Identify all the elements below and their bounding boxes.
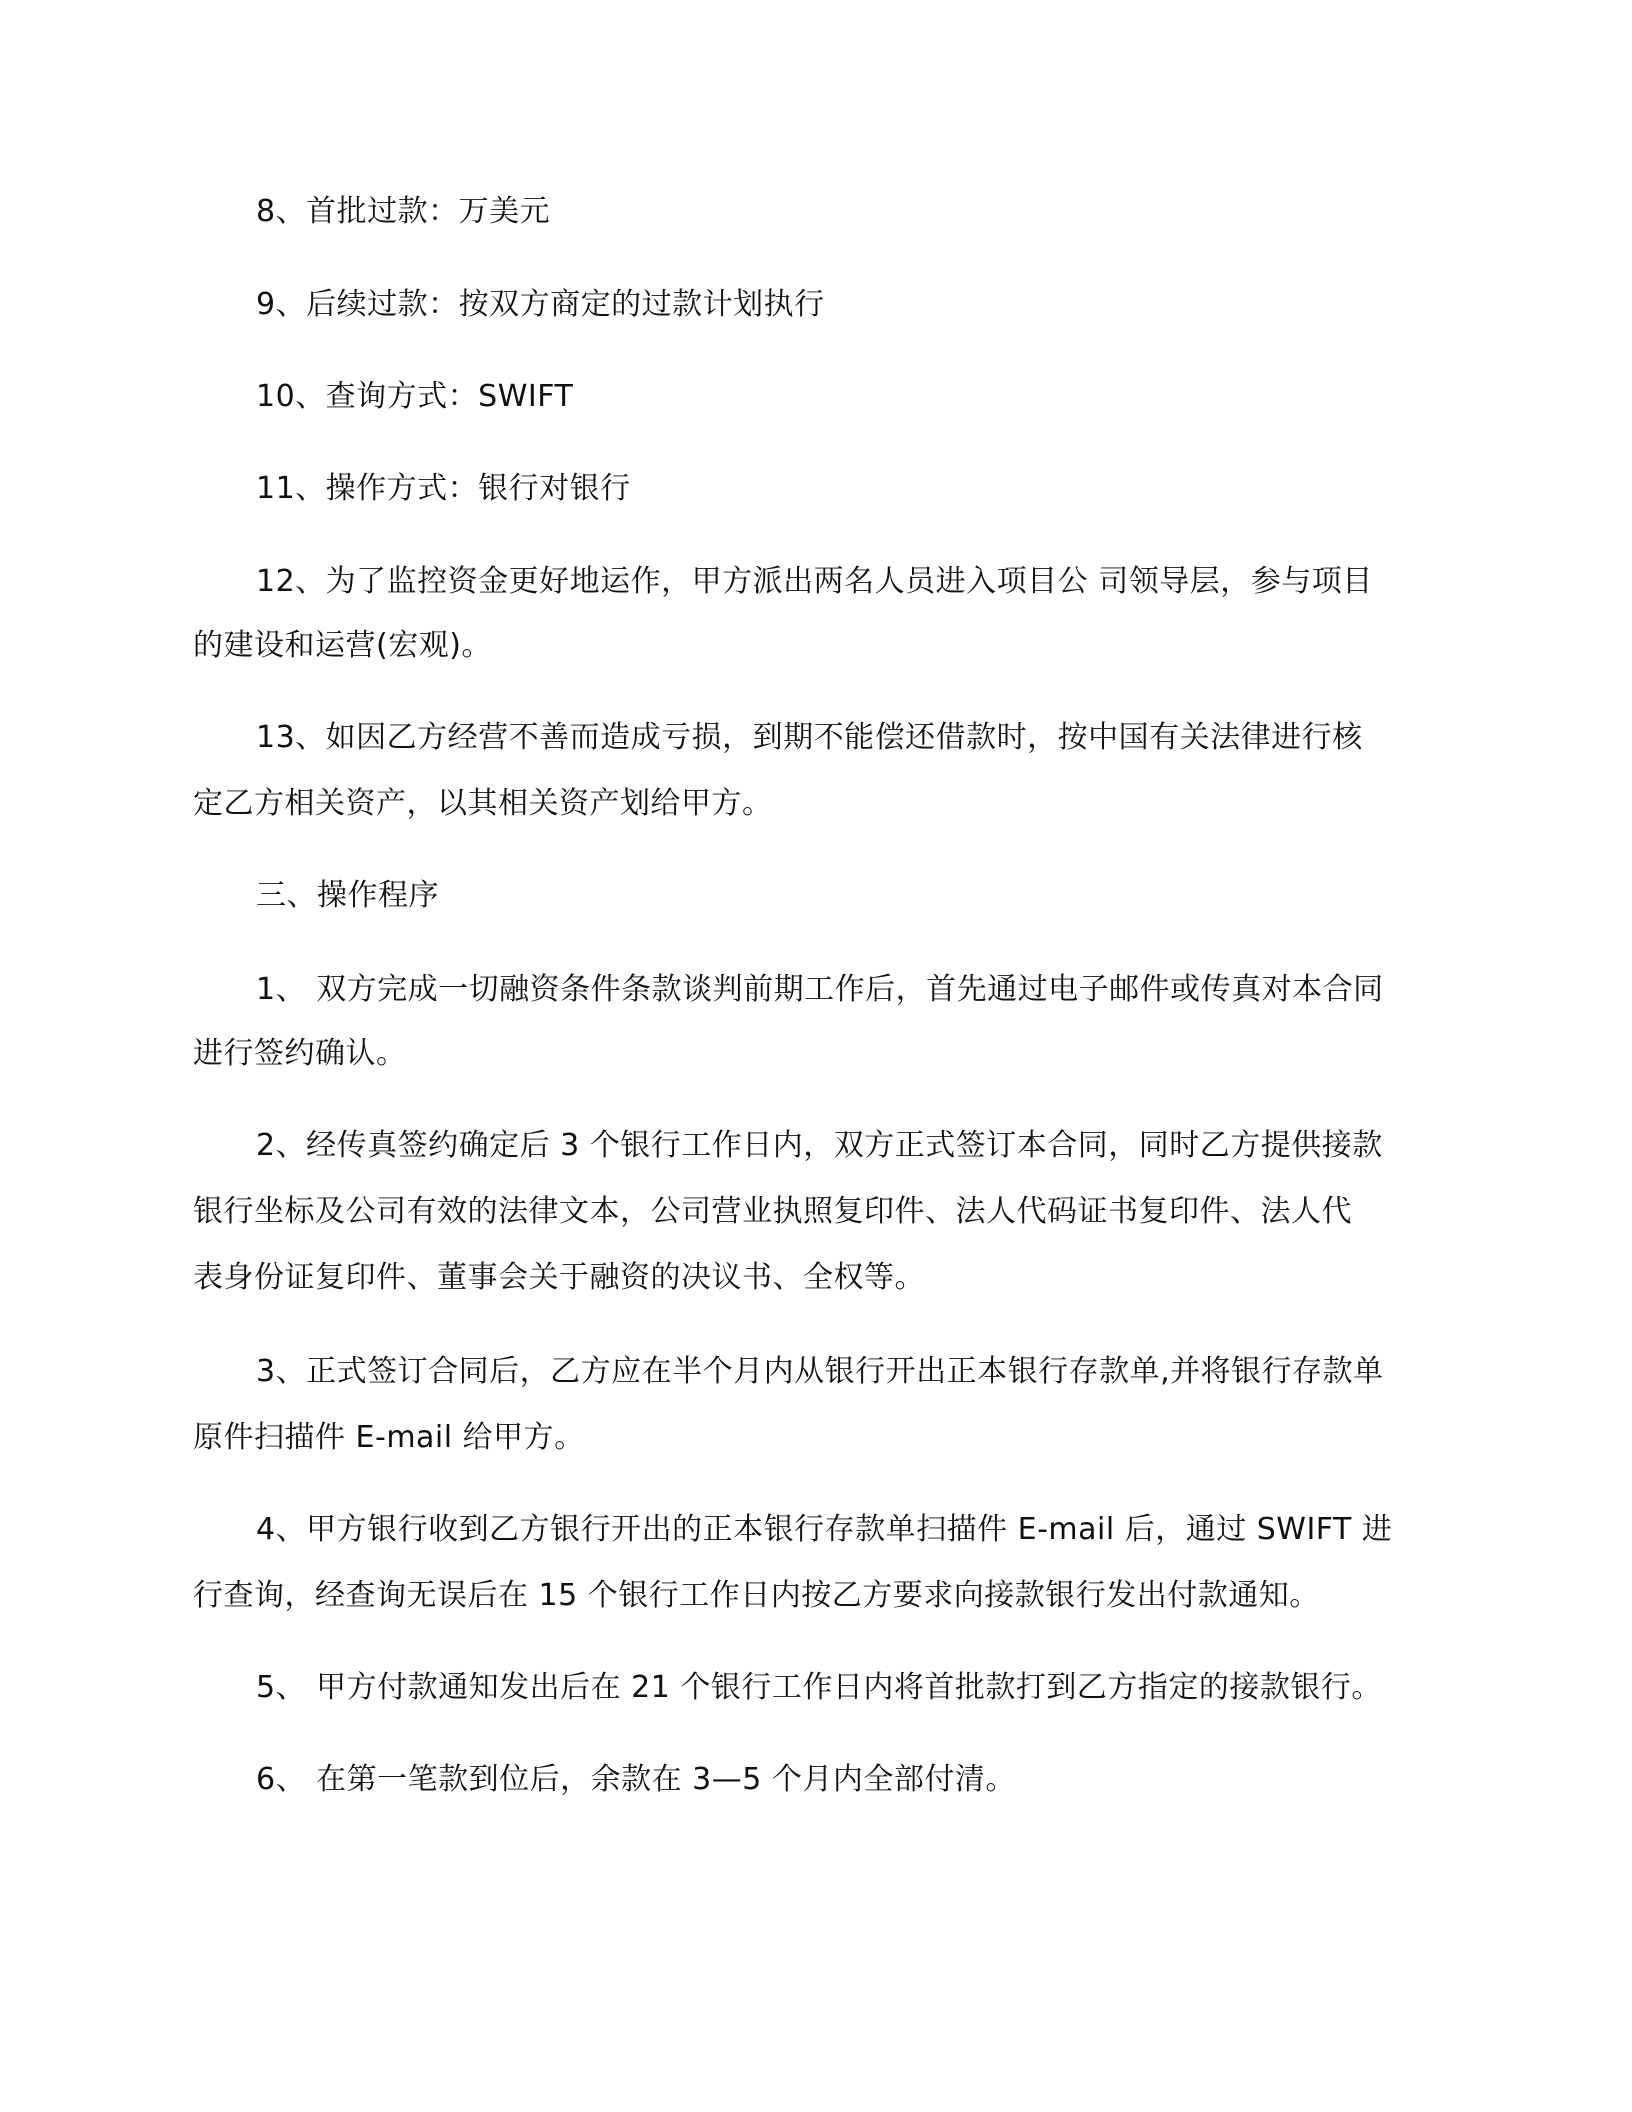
step-6: 6、 在第一笔款到位后，余款在 3—5 个月内全部付清。 — [256, 1762, 1016, 1797]
clause-13-line-1: 13、如因乙方经营不善而造成亏损，到期不能偿还借款时，按中国有关法律进行核 — [256, 720, 1363, 755]
clause-13-line-2: 定乙方相关资产，以其相关资产划给甲方。 — [193, 786, 773, 821]
section-heading-operation-procedure: 三、操作程序 — [256, 878, 439, 913]
clause-8: 8、首批过款：万美元 — [256, 194, 551, 229]
step-2-line-1: 2、经传真签约确定后 3 个银行工作日内，双方正式签订本合同，同时乙方提供接款 — [256, 1128, 1383, 1163]
step-5: 5、 甲方付款通知发出后在 21 个银行工作日内将首批款打到乙方指定的接款银行。 — [256, 1670, 1382, 1705]
step-2-line-2: 银行坐标及公司有效的法律文本，公司营业执照复印件、法人代码证书复印件、法人代 — [193, 1194, 1352, 1229]
clause-12-line-2: 的建设和运营(宏观)。 — [193, 628, 492, 663]
step-2-line-3: 表身份证复印件、董事会关于融资的决议书、全权等。 — [193, 1260, 925, 1295]
clause-9: 9、后续过款：按双方商定的过款计划执行 — [256, 287, 825, 322]
step-1-line-1: 1、 双方完成一切融资条件条款谈判前期工作后，首先通过电子邮件或传真对本合同 — [256, 972, 1384, 1007]
step-3-line-2: 原件扫描件 E-mail 给甲方。 — [193, 1420, 585, 1455]
clause-12-line-1: 12、为了监控资金更好地运作，甲方派出两名人员进入项目公 司领导层，参与项目 — [256, 564, 1373, 599]
clause-10: 10、查询方式：SWIFT — [256, 379, 574, 414]
step-1-line-2: 进行签约确认。 — [193, 1036, 407, 1071]
step-4-line-1: 4、甲方银行收到乙方银行开出的正本银行存款单扫描件 E-mail 后，通过 SWIFT 进 — [256, 1512, 1393, 1547]
clause-11: 11、操作方式：银行对银行 — [256, 471, 631, 506]
step-4-line-2: 行查询，经查询无误后在 15 个银行工作日内按乙方要求向接款银行发出付款通知。 — [193, 1578, 1320, 1613]
step-3-line-1: 3、正式签订合同后，乙方应在半个月内从银行开出正本银行存款单,并将银行存款单 — [256, 1354, 1384, 1389]
